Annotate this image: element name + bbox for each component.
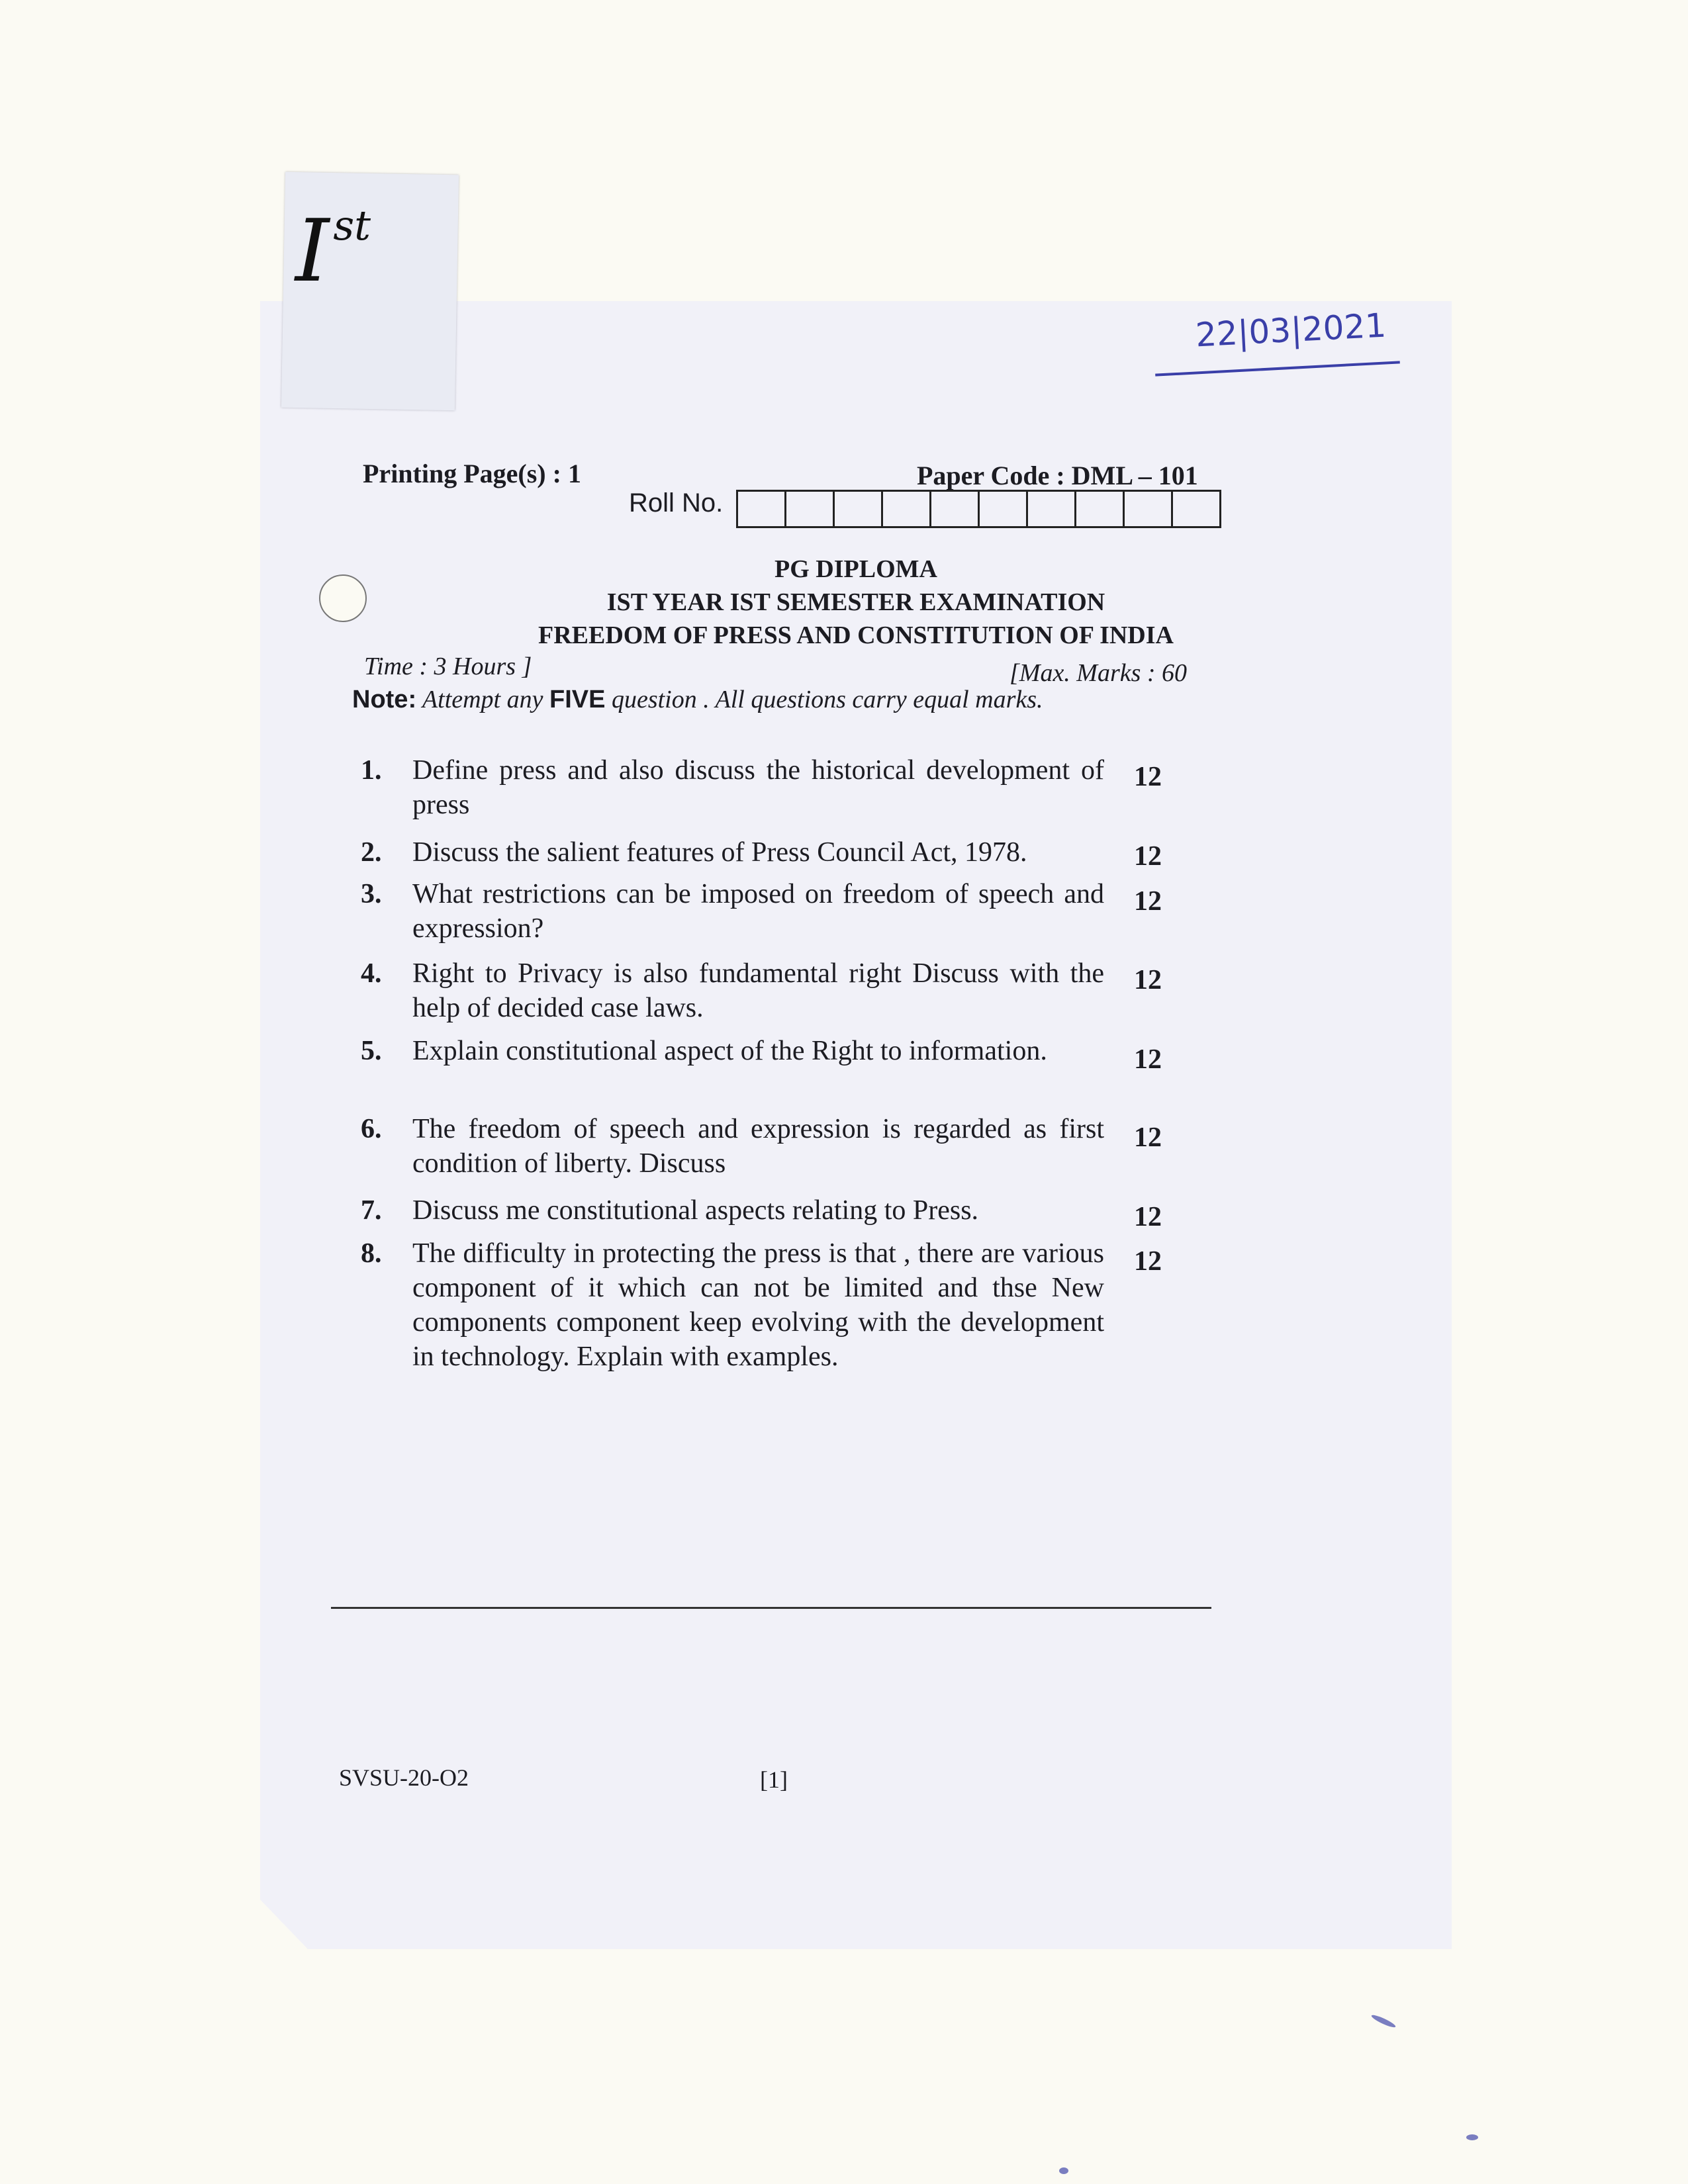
question-text: Right to Privacy is also fundamental right Discuss with the help of decided case laws. [412,958,1104,1023]
note-post: question . All questions carry equal marks. [605,686,1043,713]
question-number: 1. [361,755,382,786]
roll-number-box[interactable] [784,490,835,528]
question-text: The freedom of speech and expression is regarded as first condition of liberty. Discuss [412,1114,1104,1179]
note-pre: Attempt any [416,686,549,713]
question-text: Explain constitutional aspect of the Right to information. [412,1036,1047,1066]
roll-number-label: Roll No. [629,488,724,518]
question-number: 2. [361,837,382,868]
question-number: 8. [361,1238,382,1269]
roll-number-box[interactable] [1026,490,1076,528]
question-item [361,835,1175,870]
slip-mark-superscript: st [333,201,371,250]
question-text: What restrictions can be imposed on freedom of speech and expression? [412,879,1104,944]
program-title: PG DIPLOMA [774,555,937,583]
question-text: Define press and also discuss the historical development of press [412,755,1104,820]
ink-speck [1059,2167,1068,2174]
question-number: 6. [361,1114,382,1144]
roll-number-box[interactable] [1171,490,1221,528]
question-number: 3. [361,879,382,909]
question-marks: 12 [1134,1202,1162,1232]
question-item [361,1112,1175,1181]
slip-mark-text: I [295,201,330,301]
question-number: 5. [361,1036,382,1066]
question-item [361,956,1175,1025]
footer-page-number: [1] [760,1766,788,1793]
roll-number-box[interactable] [929,490,980,528]
exam-title: IST YEAR IST SEMESTER EXAMINATION [606,588,1105,616]
ink-speck [1370,2013,1397,2029]
question-item [361,877,1175,946]
question-item [361,1034,1175,1068]
time-allowed: Time : 3 Hours ] [364,653,532,680]
printing-pages: Printing Page(s) : 1 [363,459,581,488]
question-number: 7. [361,1195,382,1226]
question-marks: 12 [1134,965,1162,995]
roll-number-boxes[interactable] [738,490,1221,528]
question-text: Discuss the salient features of Press Council Act, 1978. [412,837,1027,868]
question-item [361,1236,1175,1374]
max-marks: [Max. Marks : 60 [1009,659,1188,687]
footer-rule [331,1607,1211,1609]
question-marks: 12 [1134,762,1162,792]
note-label: Note: [352,686,417,713]
roll-number-box[interactable] [833,490,883,528]
note-bold: FIVE [549,686,606,713]
roll-number-box[interactable] [736,490,786,528]
roll-number-box[interactable] [1123,490,1173,528]
roll-number-box[interactable] [978,490,1028,528]
question-marks: 12 [1134,886,1162,917]
roll-number-box[interactable] [881,490,931,528]
instructions-note [352,685,1043,714]
handwritten-date: 22|03|2021 [1194,306,1387,355]
question-item [361,753,1175,822]
question-item [361,1193,1175,1228]
question-marks: 12 [1134,1246,1162,1277]
roll-number-box[interactable] [1074,490,1125,528]
subject-title: FREEDOM OF PRESS AND CONSTITUTION OF INDIA [538,621,1174,649]
question-marks: 12 [1134,1122,1162,1153]
paper-code: Paper Code : DML – 101 [917,461,1198,490]
question-number: 4. [361,958,382,989]
question-marks: 12 [1134,1044,1162,1075]
question-marks: 12 [1134,841,1162,872]
footer-paper-code: SVSU-20-O2 [339,1764,469,1791]
question-text: Discuss me constitutional aspects relating to Press. [412,1195,979,1226]
question-text: The difficulty in protecting the press is that , there are various component of it which can not be limited and thse New components component keep evolving with the development in technology. Explain with examples. [412,1238,1104,1372]
ink-speck [1466,2134,1478,2140]
handwritten-semester-mark [295,201,371,301]
